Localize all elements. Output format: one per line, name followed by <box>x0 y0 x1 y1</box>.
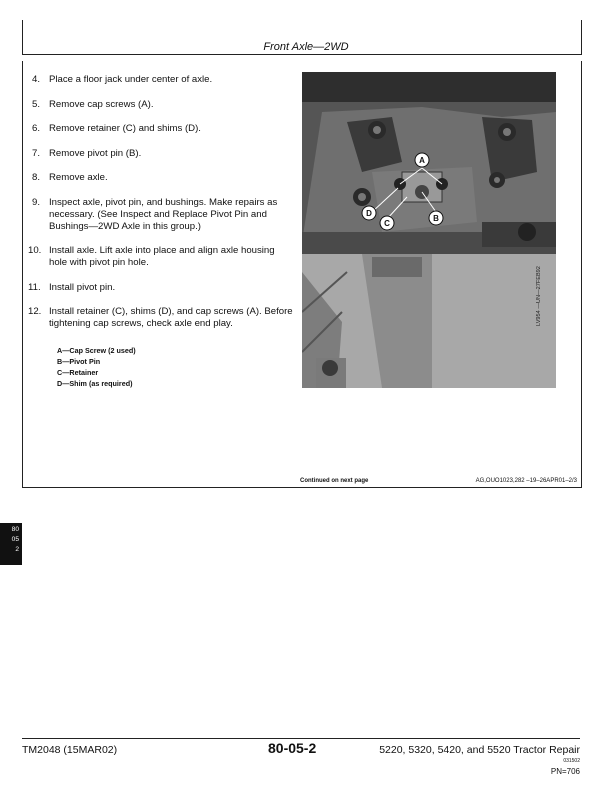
callout-a <box>415 153 429 167</box>
footer-manual-id: TM2048 (15MAR02) <box>22 744 118 756</box>
figure-legend <box>57 345 136 389</box>
step-11 <box>28 282 294 294</box>
footer-date-code: 031502 <box>563 758 580 764</box>
step-8 <box>32 172 294 184</box>
image-id: LV954 —UN—27FEB92 <box>536 266 542 326</box>
step-text: Inspect axle, pivot pin, and bushings. Make repairs as necessary. (See Inspect and Replace Pivot Pin and Bushings—2WD Axle in this group.) <box>49 196 278 232</box>
tab-line: 80 <box>11 526 19 533</box>
callout-d-label: D <box>366 209 372 218</box>
step-number: 4. <box>32 74 41 85</box>
callout-b-label: B <box>433 214 439 223</box>
step-text: Install retainer (C), shims (D), and cap screws (A). Before tightening cap screws, check axle end play. <box>49 306 293 329</box>
step-text: Install axle. Lift axle into place and align axle housing hole with pivot pin hole. <box>49 245 275 268</box>
section-tab <box>0 523 22 565</box>
page-number: 80-05-2 <box>268 740 317 756</box>
step-number: 9. <box>32 196 41 208</box>
procedure-steps <box>28 74 294 343</box>
step-5 <box>32 99 294 111</box>
step-number: 11. <box>28 281 41 293</box>
axle-photo-drawing <box>302 72 556 388</box>
axle-photo <box>302 72 556 388</box>
step-9 <box>32 197 294 233</box>
document-code: AG,OUO1023,282 –19–26APR01–2/3 <box>475 478 577 484</box>
legend-item-c: C—Retainer <box>57 368 99 377</box>
step-text: Remove axle. <box>49 172 108 183</box>
step-number: 12. <box>28 306 42 317</box>
footer-rule <box>22 738 580 739</box>
step-7 <box>32 148 294 160</box>
step-text: Remove pivot pin (B). <box>49 147 142 159</box>
callout-c-label: C <box>384 219 390 228</box>
callout-b <box>429 211 443 225</box>
section-title: Front Axle—2WD <box>263 41 349 53</box>
legend-item-d: D—Shim (as required) <box>57 379 133 388</box>
step-number: 5. <box>32 98 41 110</box>
continued-note: Continued on next page <box>300 478 369 484</box>
step-number: 7. <box>32 147 41 159</box>
step-number: 6. <box>32 123 41 134</box>
callout-a-label: A <box>419 156 425 165</box>
callout-c <box>380 216 394 230</box>
step-number: 10. <box>28 245 42 256</box>
step-text: Remove cap screws (A). <box>49 98 154 110</box>
legend-item-b: B—Pivot Pin <box>57 357 101 366</box>
legend-item-a: A—Cap Screw (2 used) <box>57 346 136 355</box>
footer-manual-title: 5220, 5320, 5420, and 5520 Tractor Repair <box>379 744 580 756</box>
step-text: Place a floor jack under center of axle. <box>49 74 213 85</box>
step-10 <box>28 245 294 269</box>
tab-line: 2 <box>15 546 19 553</box>
step-12 <box>28 306 294 330</box>
footer-pn: PN=706 <box>550 767 580 776</box>
tab-line: 05 <box>11 536 19 543</box>
step-number: 8. <box>32 172 41 183</box>
callout-d <box>362 206 376 220</box>
step-text: Remove retainer (C) and shims (D). <box>49 123 201 134</box>
step-4 <box>32 74 294 86</box>
step-text: Install pivot pin. <box>49 281 116 293</box>
step-6 <box>32 123 294 135</box>
